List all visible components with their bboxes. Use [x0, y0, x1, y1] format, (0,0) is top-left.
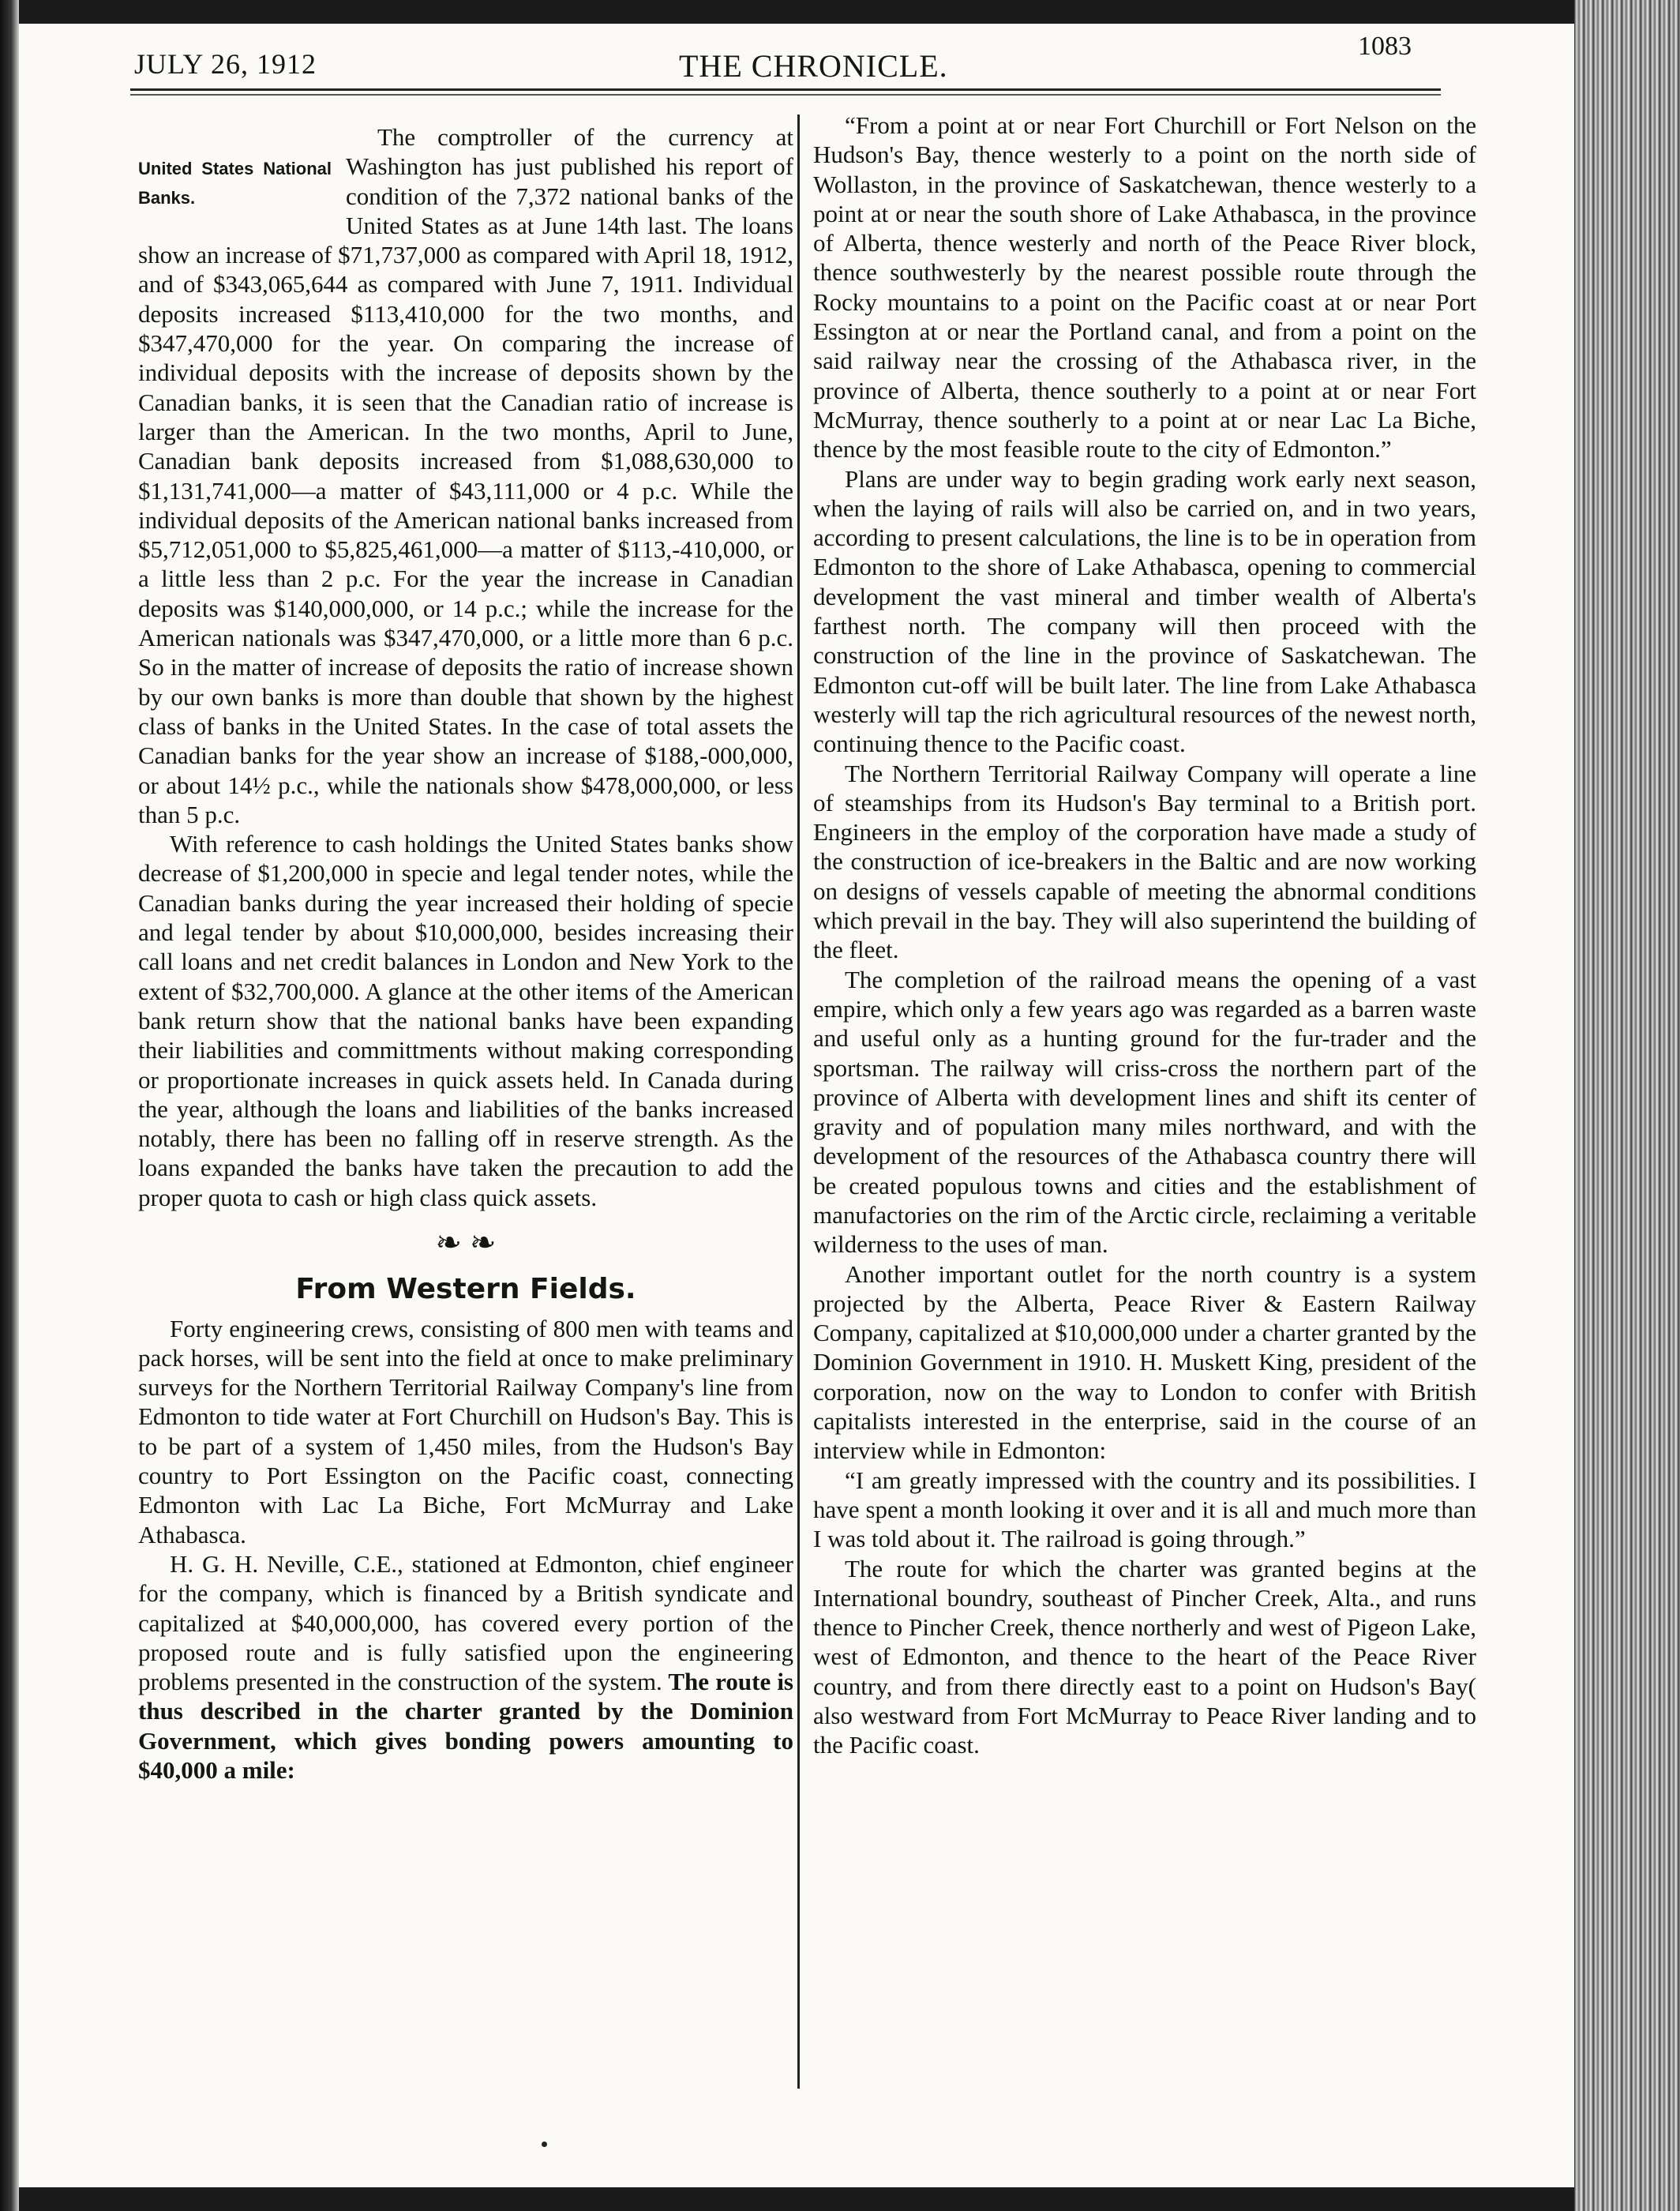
scan-edge-right-pages — [1574, 0, 1680, 2211]
publication-title: THE CHRONICLE. — [679, 48, 948, 84]
paragraph-bold-text: The route is thus described in the charter granted by the Dominion Government, which gives bonding powers amounting to $40,000 a mile: — [138, 1668, 793, 1785]
article-paragraph: Plans are under way to begin grading work early next season, when the laying of rails will also be carried on, and in two years, according to present calculations, the line is to be in operation from Edmonton to the shore of Lake Athabasca, opening to commercial development the vast mineral and timber wealth of Alberta's farthest north. The company will then proceed with the construction of the line in the province of Saskatchewan. The Edmonton cut-off will be built later. The line from Lake Athabasca westerly will tap the rich agricultural resources of the newest north, continuing thence to the Pacific coast. — [813, 464, 1476, 758]
column-divider — [797, 114, 800, 2089]
article-paragraph: “From a point at or near Fort Churchill or Fort Nelson on the Hudson's Bay, thence westerly to a point on the north side of Wollaston, in the province of Saskatchewan, thence westerly to a point at or near the south shore of Lake Athabasca, in the province of Alberta, thence westerly and north of the Peace River block, thence southwesterly by the nearest possible route through the Rocky mountains to a point on the Pacific coast at or near Port Essington at or near the Portland canal, and from a point on the said railway near the crossing of the Athabasca river, in the province of Alberta, thence southerly to a point at or near Fort McMurray, thence southerly to a point at or near Lac La Biche, thence by the most feasible route to the city of Edmonton.” — [813, 111, 1476, 464]
article-paragraph: The route for which the charter was granted begins at the International boundry, southeast of Pincher Creek, Alta., and runs thence to Pincher Creek, thence northerly and west of Pigeon Lake, west of Edmonton, and thence to the heart of the Peace River country, and from there directly east to a point on Hudson's Bay( also westward from Fort McMurray to Peace River landing and to the Pacific coast. — [813, 1554, 1476, 1759]
sidenote-heading: United States National Banks. — [138, 159, 332, 208]
header-rule — [130, 88, 1441, 91]
header-rule-thin — [130, 94, 1441, 96]
article-paragraph: With reference to cash holdings the United States banks show decrease of $1,200,000 in specie and legal tender notes, while the Canadian banks during the year increased their holding of specie and legal tender by about $10,000,000, besides increasing their call loans and net credit balances in London and New York to the extent of $32,700,000. A glance at the other items of the American bank return show that the national banks have been expanding their liabilities and committments without making corresponding or proportionate increases in quick assets held. In Canada during the year, although the loans and liabilities of the banks increased notably, there has been no falling off in reserve strength. As the loans expanded the banks have taken the precaution to add the proper quota to cash or high class quick assets. — [138, 830, 793, 1211]
page-number: 1083 — [1358, 32, 1412, 61]
issue-date: JULY 26, 1912 — [134, 48, 317, 80]
paragraph-text: The comptroller of the currency at Washington has just published his report of condition of the 7,372 national banks of the United States as at June 14th last. The loans show an increase of $71,737,000 as compared with April 18, 1912, and of $343,065,644 as compared with June 7, 1911. Individual deposits increased $113,410,000 for the two months, and $347,470,000 for the year. On comparing the increase of individual deposits with the increase of deposits shown by the Canadian banks, it is seen that the Canadian ratio of increase is larger than the American. In the two months, April to June, Canadian bank deposits increased from $1,088,630,000 to $1,131,741,000—a matter of $43,111,000 or 4 p.c. While the individual deposits of the American national banks increased from $5,712,051,000 to $5,825,461,000—a matter of $113,-410,000, or a little less than 2 p.c. For the year the increase in Canadian deposits was $140,000,000, or 14 p.c.; while the increase for the American nationals was $347,470,000, or a little more than 6 p.c. So in the matter of increase of deposits the ratio of increase shown by our own banks is more than double that shown by the highest class of banks in the United States. In the case of total assets the Canadian banks for the year show an increase of $188,-000,000, or about 14½ p.c., while the nationals show $478,000,000, or less than 5 p.c. — [138, 123, 793, 828]
ornament-fleurons: ❧ ❧ — [435, 1224, 497, 1260]
paragraph-text: H. G. H. Neville, C.E., stationed at Edmonton, chief engineer for the company, which is financed by a British syndicate and capitalized at $40,000,000, has covered every portion of the proposed route and is fully satisfied upon the engineering problems presented in the construction of the system. — [138, 1549, 793, 1696]
ink-speck — [542, 2142, 547, 2147]
scan-edge-left — [0, 0, 19, 2211]
article-paragraph — [138, 1549, 793, 1785]
article-paragraph — [138, 122, 793, 829]
section-heading: From Western Fields. — [295, 1273, 636, 1306]
article-paragraph: Another important outlet for the north country is a system projected by the Alberta, Peace River & Eastern Railway Company, capitalized at $10,000,000 under a charter granted by the Dominion Government in 1910. H. Muskett King, president of the corporation, now on the way to London to confer with British capitalists interested in the enterprise, said in the course of an interview while in Edmonton: — [813, 1259, 1476, 1465]
left-column — [138, 122, 793, 1785]
article-paragraph: The completion of the railroad means the opening of a vast empire, which only a few years ago was regarded as a barren waste and useful only as a hunting ground for the fur-trader and the sportsman. The railway will criss-cross the northern part of the province of Alberta with development lines and shift its center of gravity and of population many miles northward, and with the development of the resources of the Athabasca country there will be created populous towns and cities and the establishment of manufactories on the rim of the Arctic circle, reclaiming a veritable wilderness to the uses of man. — [813, 965, 1476, 1259]
article-paragraph: Forty engineering crews, consisting of 800 men with teams and pack horses, will be sent into the field at once to make preliminary surveys for the Northern Territorial Railway Company's line from Edmonton to tide water at Fort Churchill on Hudson's Bay. This is to be part of a system of 1,450 miles, from the Hudson's Bay country to Port Essington on the Pacific coast, connecting Edmonton with Lac La Biche, Fort McMurray and Lake Athabasca. — [138, 1314, 793, 1548]
right-column — [813, 111, 1476, 1760]
article-paragraph: The Northern Territorial Railway Company will operate a line of steamships from its Hudson's Bay terminal to a British port. Engineers in the employ of the corporation have made a study of the construction of ice-breakers in the Baltic and are now working on designs of vessels capable of meeting the abnormal conditions which prevail in the bay. They will also superintend the building of the fleet. — [813, 759, 1476, 964]
article-paragraph: “I am greatly impressed with the country and its possibilities. I have spent a month looking it over and it is all and much more than I was told about it. The railroad is going through.” — [813, 1466, 1476, 1553]
